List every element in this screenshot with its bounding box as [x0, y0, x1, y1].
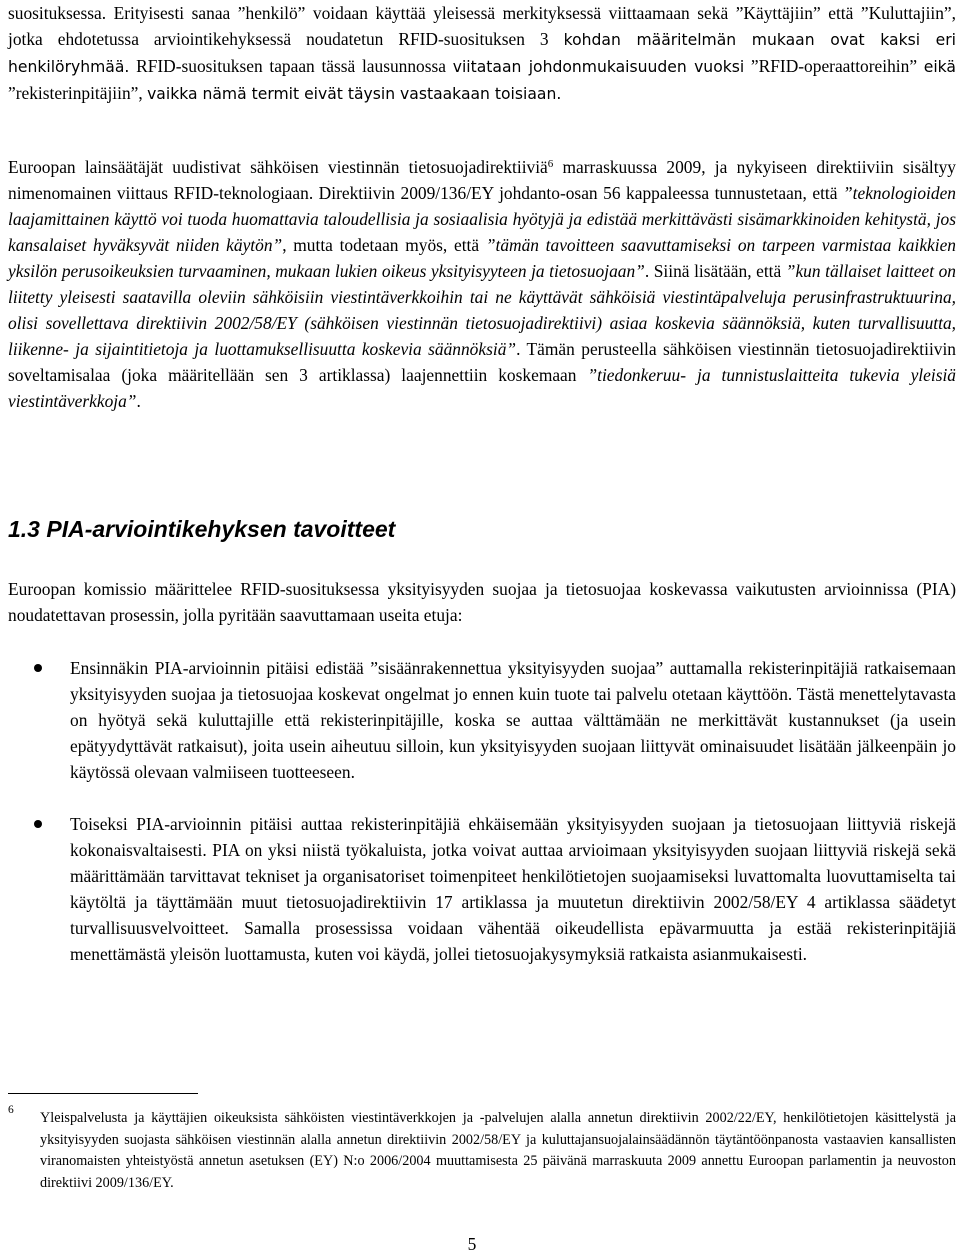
footnote-separator [8, 1093, 198, 1094]
text-run: . Tämän perusteella sähköisen viestinnän tietosuojadirektiivin soveltamisalaa (joka määritellään sen 3 artiklassa) laajennettiin koskemaan [8, 339, 956, 385]
text-run: ”rekisterinpitäjiin”, [8, 83, 148, 103]
text-run-sans: eikä [923, 58, 956, 76]
benefits-list [8, 655, 956, 967]
quoted-text: ”teknologioiden laajamittainen käyttö voi tuoda huomattavia taloudellisia ja sosiaalisia hyötyjä ja edistää merkittävästi sisämarkkinoiden kehitystä, jos kansalaiset hyväksyvät niiden käytön” [8, 183, 956, 255]
bullet-icon [34, 664, 42, 672]
list-item [8, 811, 956, 967]
paragraph-pia-intro: Euroopan komissio määrittelee RFID-suosituksessa yksityisyyden suojaa ja tietosuojaa koskevassa vaikutusten arvioinnissa (PIA) noudatettavan prosessin, jolla pyritään saavuttamaan useita etuja: [8, 579, 956, 625]
text-run-sans: vaikka nämä termit eivät täysin vastaakaan toisiaan. [147, 85, 562, 103]
text-run-sans: kohdan määritelmän mukaan ovat kaksi eri henkilöryhmää. [8, 31, 956, 76]
paragraph-eprivacy-directive [8, 154, 956, 414]
text-run: marraskuussa 2009, ja nykyiseen direktiiviin sisältyy nimenomainen viittaus RFID-teknologiaan. Direktiivin 2009/136/EY johdanto-osan 56 kappaleessa tunnustetaan, että [8, 157, 956, 203]
footnote-reference[interactable]: 6 [547, 158, 554, 170]
text-run: . [136, 391, 141, 411]
text-run: . Siinä lisätään, että [644, 261, 786, 281]
text-run-sans: viitataan johdonmukaisuuden vuoksi [452, 58, 745, 76]
list-item [8, 655, 956, 785]
section-heading: 1.3 PIA-arviointikehyksen tavoitteet [8, 516, 396, 542]
text-run: suosituksessa. Erityisesti sanaa ”henkilö” voidaan käyttää yleisessä merkityksessä viittaamaan sekä ”Käyttäjiin” että ”Kuluttajiin”, jotka ehdotetussa arviointikehyksessä noudatetun RFID-suosituksen 3 [8, 3, 956, 49]
quoted-text: ”kun tällaiset laitteet on liitetty yleisesti saatavilla oleviin sähköisiin viestintäverkkoihin tai ne käyttävät sähköisiä viestintäpalveluja perusinfrastruktuurina, olisi sovellettava direktiivin 2002/58/EY (sähköisen viestinnän tietosuojadirektiivi) asiaa koskevia säännöksiä, kuten turvallisuutta, liikenne- ja sijaintitietoja ja luottamuksellisuutta koskevia säännöksiä” [8, 261, 956, 359]
quoted-text: ”tämän tavoitteen saavuttamiseksi on tarpeen varmistaa kaikkien yksilön perusoikeuksien turvaaminen, mukaan lukien oikeus yksityisyyteen ja tietosuojaan” [8, 235, 956, 281]
list-item-text: Ensinnäkin PIA-arvioinnin pitäisi edistää ”sisäänrakennettua yksityisyyden suojaa” auttamalla rekisterinpitäjiä ratkaisemaan yksityisyyden suojaa ja tietosuojaa koskevat ongelmat jo ennen kuin tuote tai palvelu otetaan käyttöön. Tästä menettelytavasta on hyötyä sekä kuluttajille että rekisterinpitäjille, koska se auttaa välttämään ne merkittävät kustannukset (ja usein epätyydyttävät ratkaisut), joita usein aiheutuu silloin, kun yksityisyyden suojaan liittyvät ominaisuudet lisätään jälkeenpäin jo käytössä olevaan valmiiseen tuotteeseen. [70, 658, 956, 782]
footnote [8, 1104, 956, 1195]
text-run: RFID-suosituksen tapaan tässä lausunnossa [129, 56, 453, 76]
quoted-text: ”tiedonkeruu- ja tunnistuslaitteita tukevia yleisiä viestintäverkkoja” [8, 365, 956, 411]
text-run: ”RFID-operaattoreihin” [744, 56, 924, 76]
page-number: 5 [467, 1234, 477, 1254]
footnote-number: 6 [8, 1104, 14, 1116]
list-item-text: Toiseksi PIA-arvioinnin pitäisi auttaa rekisterinpitäjiä ehkäisemään yksityisyyden suojaan ja tietosuojaan liittyviä riskejä kokonaisvaltaisesti. PIA on yksi niistä työkaluista, jotka voivat auttaa arvioimaan yksityisyyden suojaan liittyviä riskejä sekä määrittämään tarvittavat tekniset ja organisatoriset toimenpiteet henkilötietojen suojaamiseksi luvattomalta luovuttamiselta tai käytöltä ja täyttämään muut tietosuojadirektiivin 17 artiklassa ja muutetun direktiivin 2002/58/EY 4 artiklassa säädetyt turvallisuusvelvoitteet. Samalla prosessissa voidaan vähentää oikeudellista epävarmuutta ja estää rekisterinpitäjiä menettämästä yleisön luottamusta, kuten voi käydä, jollei tietosuojakysymyksiä ratkaista asianmukaisesti. [70, 814, 956, 964]
paragraph-person-definition [8, 0, 956, 107]
text-run: Euroopan lainsäätäjät uudistivat sähköisen viestinnän tietosuojadirektiiviä [8, 157, 548, 177]
bullet-icon [34, 820, 42, 828]
footnote-text: Yleispalvelusta ja käyttäjien oikeuksista sähköisten viestintäverkkojen ja -palvelujen alalla annetun direktiivin 2002/22/EY, henkilötietojen käsittelystä ja yksityisyyden suojasta sähköisen viestinnän alalla annetun direktiivin 2002/58/EY ja kuluttajansuojalainsäädännön täytäntöönpanosta vastaavien kansallisten viranomaisten yhteistyöstä annetun asetuksen (EY) N:o 2006/2004 muuttamisesta 25 päivänä marraskuuta 2009 annettu Euroopan parlamentin ja neuvoston direktiivi 2009/136/EY. [40, 1110, 956, 1192]
text-run: , mutta todetaan myös, että [282, 235, 486, 255]
